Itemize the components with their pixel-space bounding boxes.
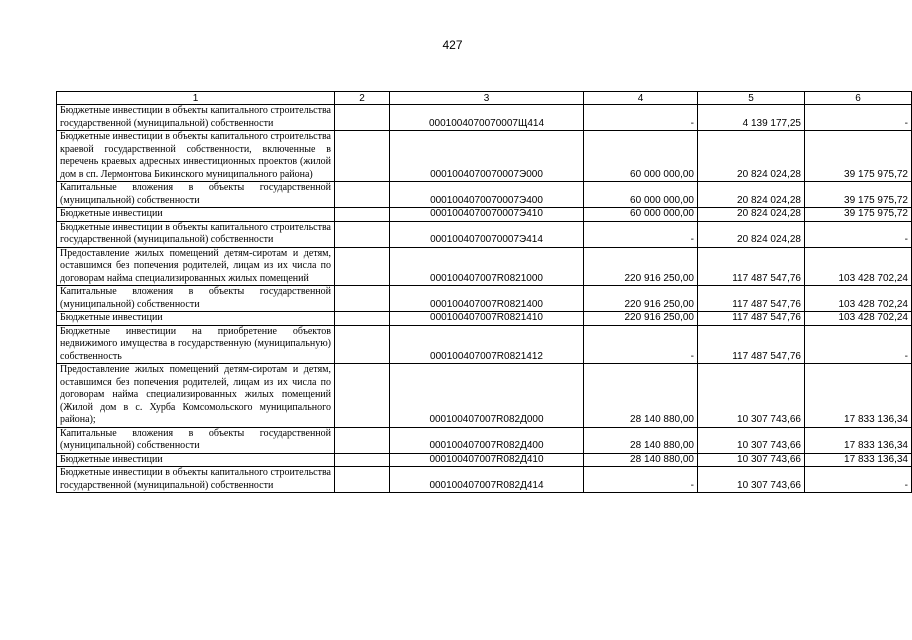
row-name: Капитальные вложения в объекты государственной (муниципальной) собственности [57, 427, 335, 453]
row-name: Капитальные вложения в объекты государственной (муниципальной) собственности [57, 286, 335, 312]
page-number: 427 [442, 38, 463, 52]
row-value-5: 10 307 743,66 [698, 467, 805, 493]
row-value-5: 20 824 024,28 [698, 182, 805, 208]
row-value-6: - [805, 325, 912, 364]
row-code: 0001004070070007Э400 [390, 182, 584, 208]
row-value-4: 60 000 000,00 [584, 182, 698, 208]
column-header: 3 [390, 92, 584, 105]
table-row [57, 325, 912, 364]
row-name: Капитальные вложения в объекты государственной (муниципальной) собственности [57, 182, 335, 208]
row-value-5: 20 824 024,28 [698, 131, 805, 182]
row-name: Бюджетные инвестиции в объекты капитального строительства государственной (муниципальной) собственности [57, 221, 335, 247]
row-value-5: 10 307 743,66 [698, 427, 805, 453]
row-name: Предоставление жилых помещений детям-сиротам и детям, оставшимся без попечения родителей, лицам из их числа по договорам найма специализированных жилых помещений [57, 247, 335, 286]
row-col2 [335, 312, 390, 326]
column-header: 2 [335, 92, 390, 105]
row-value-4: 28 140 880,00 [584, 364, 698, 428]
table-row [57, 208, 912, 222]
row-value-6: 17 833 136,34 [805, 427, 912, 453]
table-row [57, 364, 912, 428]
row-value-6: 39 175 975,72 [805, 208, 912, 222]
row-value-6: 103 428 702,24 [805, 286, 912, 312]
table-row [57, 247, 912, 286]
row-name: Предоставление жилых помещений детям-сиротам и детям, оставшимся без попечения родителей, лицам из их числа по договорам найма специализированных жилых помещений (Жилой дом в с. Хурба Комсомольского муниципального района); [57, 364, 335, 428]
row-col2 [335, 467, 390, 493]
row-code: 000100407007R0821412 [390, 325, 584, 364]
row-col2 [335, 453, 390, 467]
row-col2 [335, 105, 390, 131]
row-value-4: - [584, 105, 698, 131]
column-header: 5 [698, 92, 805, 105]
row-value-5: 10 307 743,66 [698, 364, 805, 428]
row-code: 000100407007R082Д414 [390, 467, 584, 493]
row-code: 000100407007R082Д410 [390, 453, 584, 467]
row-value-6: - [805, 467, 912, 493]
row-code: 000100407007R082Д000 [390, 364, 584, 428]
row-value-5: 117 487 547,76 [698, 286, 805, 312]
row-value-6: 39 175 975,72 [805, 131, 912, 182]
row-value-4: 220 916 250,00 [584, 286, 698, 312]
row-value-4: - [584, 325, 698, 364]
table-row [57, 312, 912, 326]
table-row [57, 182, 912, 208]
row-value-4: 28 140 880,00 [584, 453, 698, 467]
table-row [57, 221, 912, 247]
row-name: Бюджетные инвестиции [57, 312, 335, 326]
column-header: 6 [805, 92, 912, 105]
row-value-6: 17 833 136,34 [805, 453, 912, 467]
row-code: 000100407007R0821400 [390, 286, 584, 312]
column-header: 4 [584, 92, 698, 105]
row-value-5: 117 487 547,76 [698, 312, 805, 326]
row-col2 [335, 364, 390, 428]
row-col2 [335, 182, 390, 208]
table-row [57, 427, 912, 453]
row-col2 [335, 325, 390, 364]
row-name: Бюджетные инвестиции в объекты капитального строительства государственной (муниципальной) собственности [57, 105, 335, 131]
row-value-5: 117 487 547,76 [698, 325, 805, 364]
table-row [57, 131, 912, 182]
table-row [57, 105, 912, 131]
budget-table [56, 91, 912, 493]
row-code: 0001004070070007Э000 [390, 131, 584, 182]
row-code: 0001004070070007Щ414 [390, 105, 584, 131]
row-value-4: - [584, 467, 698, 493]
row-value-4: 28 140 880,00 [584, 427, 698, 453]
column-header: 1 [57, 92, 335, 105]
row-col2 [335, 427, 390, 453]
row-name: Бюджетные инвестиции [57, 453, 335, 467]
row-value-4: - [584, 221, 698, 247]
row-col2 [335, 208, 390, 222]
table-row [57, 453, 912, 467]
row-value-6: 103 428 702,24 [805, 312, 912, 326]
row-code: 000100407007R0821000 [390, 247, 584, 286]
row-code: 0001004070070007Э414 [390, 221, 584, 247]
row-name: Бюджетные инвестиции на приобретение объектов недвижимого имущества в государственную (муниципальную) собственность [57, 325, 335, 364]
row-value-6: 39 175 975,72 [805, 182, 912, 208]
row-name: Бюджетные инвестиции [57, 208, 335, 222]
row-value-6: 103 428 702,24 [805, 247, 912, 286]
table-row [57, 467, 912, 493]
row-name: Бюджетные инвестиции в объекты капитального строительства краевой государственной собственности, включенные в перечень краевых адресных инвестиционных проектов (жилой дом в сп. Лермонтова Бикинского муниципального района) [57, 131, 335, 182]
row-value-6: 17 833 136,34 [805, 364, 912, 428]
row-value-4: 220 916 250,00 [584, 247, 698, 286]
row-value-4: 60 000 000,00 [584, 208, 698, 222]
row-value-5: 10 307 743,66 [698, 453, 805, 467]
row-value-5: 20 824 024,28 [698, 221, 805, 247]
row-value-6: - [805, 105, 912, 131]
row-col2 [335, 131, 390, 182]
row-code: 000100407007R082Д400 [390, 427, 584, 453]
row-code: 000100407007R0821410 [390, 312, 584, 326]
table-row [57, 286, 912, 312]
row-col2 [335, 221, 390, 247]
row-value-5: 4 139 177,25 [698, 105, 805, 131]
row-code: 0001004070070007Э410 [390, 208, 584, 222]
row-value-5: 117 487 547,76 [698, 247, 805, 286]
table-header-row [57, 92, 912, 105]
row-value-4: 220 916 250,00 [584, 312, 698, 326]
row-col2 [335, 286, 390, 312]
row-col2 [335, 247, 390, 286]
row-value-5: 20 824 024,28 [698, 208, 805, 222]
row-value-6: - [805, 221, 912, 247]
row-name: Бюджетные инвестиции в объекты капитального строительства государственной (муниципальной) собственности [57, 467, 335, 493]
row-value-4: 60 000 000,00 [584, 131, 698, 182]
